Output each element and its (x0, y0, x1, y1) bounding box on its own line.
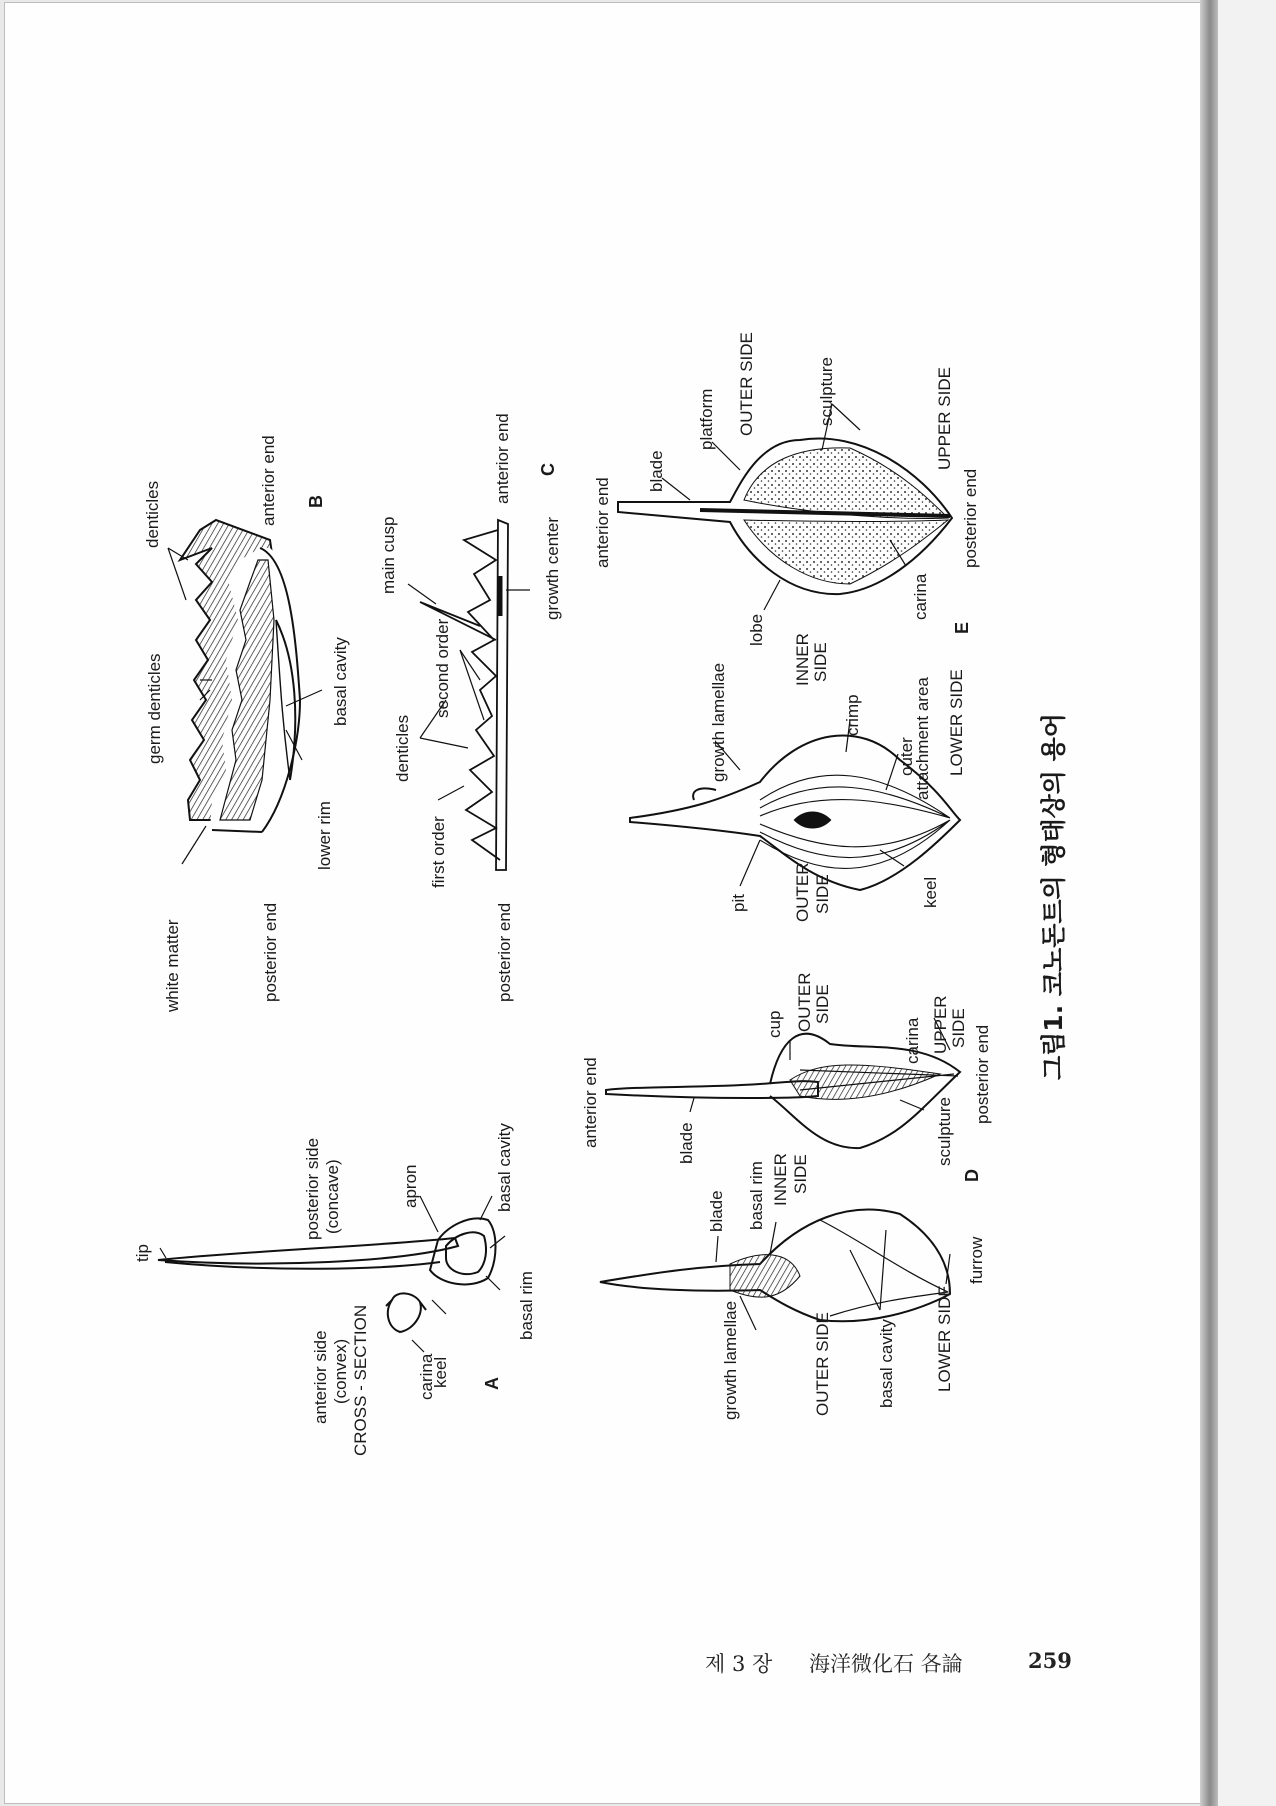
label-denticles-b: denticles (143, 480, 162, 548)
label-posterior-end-b: posterior end (261, 902, 280, 1002)
label-sculpture-e: sculpture (817, 357, 836, 426)
label-carina-a: carina (417, 1353, 436, 1400)
label-growth-center: growth center (543, 517, 562, 620)
label-crimp: crimp (843, 694, 862, 736)
label-outer-d: OUTER (795, 972, 814, 1032)
label-outer-e2: OUTER (793, 862, 812, 922)
label-blade-e: blade (647, 450, 666, 492)
label-upper-d: UPPER (931, 995, 950, 1054)
panel-letter-c: C (538, 463, 558, 476)
label-posterior-end-d: posterior end (973, 1024, 992, 1124)
label-side-e2: SIDE (813, 874, 832, 914)
label-posterior-side: posterior side (303, 1137, 322, 1240)
panel-letter-e: E (952, 621, 972, 634)
label-lower-side-d: LOWER SIDE (935, 1285, 954, 1392)
label-anterior-end-b: anterior end (259, 435, 278, 526)
page-footer (705, 1648, 1075, 1688)
label-germ-denticles: germ denticles (145, 653, 164, 764)
label-growth-lamellae-d: growth lamellae (721, 1300, 740, 1420)
label-cup: cup (765, 1010, 784, 1038)
label-cross-section: CROSS - SECTION (351, 1304, 370, 1456)
label-carina-e: carina (911, 573, 930, 620)
label-white-matter: white matter (163, 919, 182, 1012)
label-posterior-end-e: posterior end (961, 468, 980, 568)
label-keel-a: keel (431, 1356, 450, 1388)
label-main-cusp: main cusp (379, 516, 398, 594)
footer-chapter: 제 3 장 (705, 1652, 773, 1676)
label-basal-cavity-b: basal cavity (331, 637, 350, 726)
label-anterior-side: anterior side (311, 1330, 330, 1424)
label-side-d1: SIDE (813, 984, 832, 1024)
label-inner-d: INNER (771, 1153, 790, 1206)
label-outer-e: outer (897, 737, 916, 776)
label-lower-side-e: LOWER SIDE (947, 669, 966, 776)
label-side-d2: SIDE (949, 1008, 968, 1048)
panel-b-drawing (180, 520, 300, 832)
label-side-e1: SIDE (811, 642, 830, 682)
label-basal-cavity-a: basal cavity (495, 1123, 514, 1212)
label-carina-d: carina (903, 1017, 922, 1064)
panel-letter-b: B (306, 495, 326, 508)
label-first-order: first order (429, 816, 448, 888)
panel-c-leaders (408, 584, 530, 800)
label-lower-rim: lower rim (315, 801, 334, 870)
label-apron: apron (401, 1164, 420, 1208)
label-inner-e: INNER (793, 633, 812, 686)
label-outer-side-e: OUTER SIDE (737, 332, 756, 436)
label-side-d3: SIDE (791, 1154, 810, 1194)
label-denticles-c: denticles (393, 714, 412, 782)
label-lobe: lobe (747, 613, 766, 646)
label-basal-rim-a: basal rim (517, 1271, 536, 1340)
label-blade-d1: blade (677, 1122, 696, 1164)
page-number: 259 (1028, 1648, 1072, 1673)
footer-section: 海洋微化石 各論 (809, 1652, 963, 1676)
label-sculpture-d: sculpture (935, 1097, 954, 1166)
label-basal-cavity-d: basal cavity (877, 1319, 896, 1408)
panel-letter-a: A (482, 1377, 502, 1390)
label-concave: (concave) (323, 1159, 342, 1234)
label-posterior-end-c: posterior end (495, 902, 514, 1002)
figure-caption: 그림1. 코노돈트의 형태상의 용어 (1039, 713, 1068, 1080)
label-outer-side-d: OUTER SIDE (813, 1312, 832, 1416)
label-growth-lamellae-e: growth lamellae (709, 662, 728, 782)
label-keel-e: keel (921, 876, 940, 908)
panel-e-drawing (618, 438, 960, 890)
label-anterior-end-e: anterior end (593, 477, 612, 568)
label-upper-side-e: UPPER SIDE (935, 367, 954, 470)
label-platform: platform (697, 388, 716, 450)
label-attachment-area: attachment area (913, 677, 932, 800)
label-pit: pit (729, 894, 748, 912)
label-blade-d2: blade (707, 1190, 726, 1232)
label-convex: (convex) (331, 1338, 350, 1404)
label-tip: tip (133, 1244, 152, 1262)
label-furrow: furrow (967, 1236, 986, 1284)
label-anterior-end-c: anterior end (493, 413, 512, 504)
label-anterior-end-d: anterior end (581, 1057, 600, 1148)
label-basal-rim-d: basal rim (747, 1161, 766, 1230)
label-second-order: second order (433, 618, 452, 718)
panel-letter-d: D (962, 1169, 982, 1182)
